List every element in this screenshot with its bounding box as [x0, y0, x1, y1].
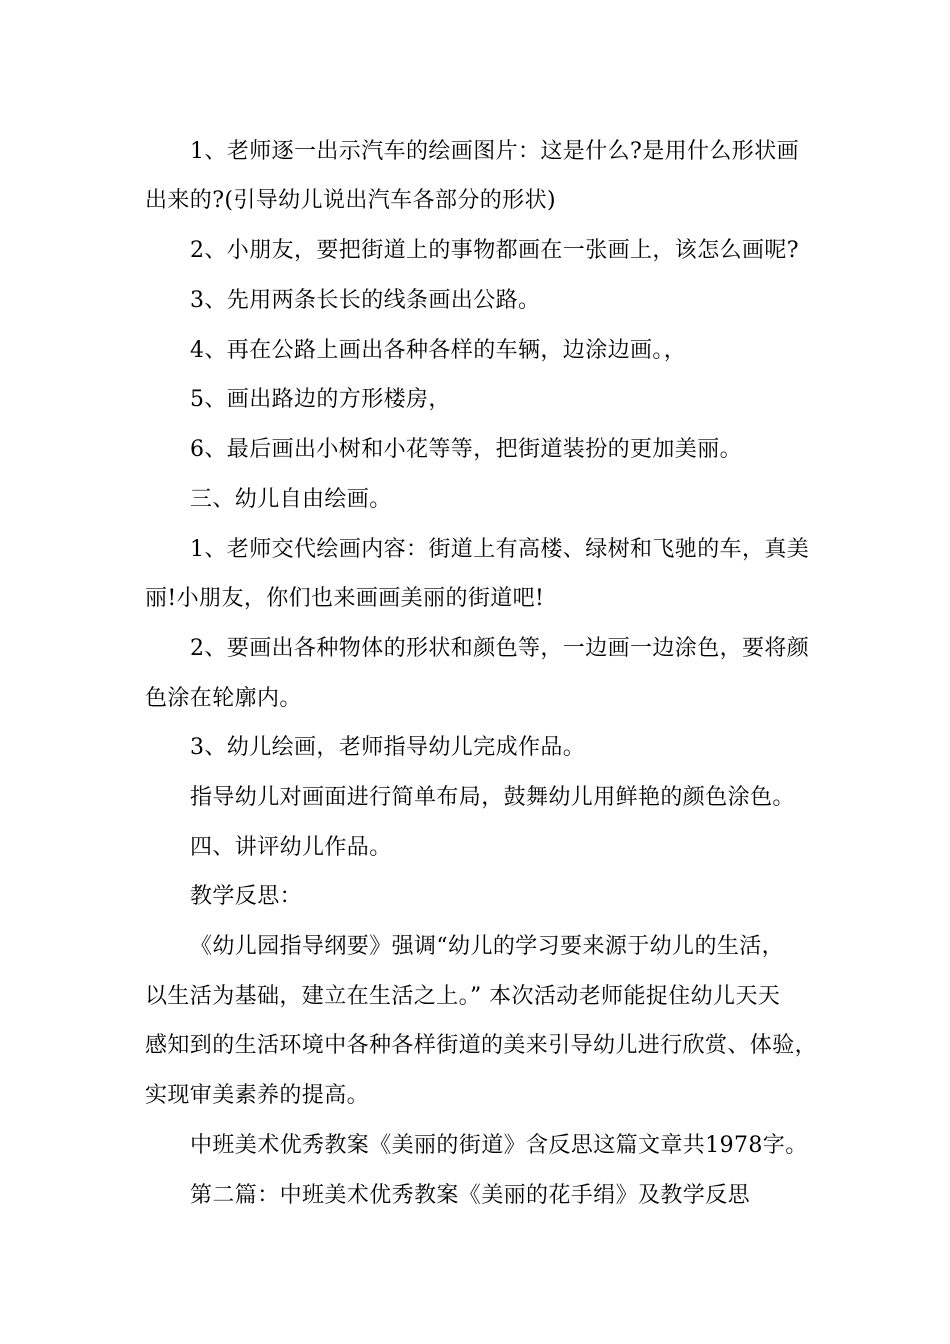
paragraph-line: 以生活为基础，建立在生活之上。” 本次活动老师能捉住幼儿天天	[145, 984, 781, 1009]
paragraph-line: 色涂在轮廓内。	[145, 686, 302, 711]
paragraph-line: 1、老师逐一出示汽车的绘画图片：这是什么?是用什么形状画	[190, 139, 799, 164]
paragraph-line: 感知到的生活环境中各种各样街道的美来引导幼儿进行欣赏、体验，	[145, 1033, 818, 1058]
paragraph-line: 丽!小朋友，你们也来画画美丽的街道吧!	[145, 586, 545, 611]
paragraph-line: 6、最后画出小树和小花等等，把街道装扮的更加美丽。	[190, 437, 742, 462]
section-heading: 四、讲评幼儿作品。	[190, 835, 392, 860]
paragraph-line: 2、小朋友，要把街道上的事物都画在一张画上，该怎么画呢?	[190, 238, 799, 263]
paragraph-line: 中班美术优秀教案《美丽的街道》含反思这篇文章共1978字。	[190, 1133, 808, 1158]
paragraph-line: 3、先用两条长长的线条画出公路。	[190, 288, 541, 313]
paragraph-line: 1、老师交代绘画内容：街道上有高楼、绿树和飞驰的车，真美	[190, 537, 810, 562]
paragraph-line: 3、幼儿绘画，老师指导幼儿完成作品。	[190, 735, 586, 760]
paragraph-line: 实现审美素养的提高。	[145, 1083, 370, 1108]
paragraph-line: 《幼儿园指导纲要》强调“幼儿的学习要来源于幼儿的生活，	[190, 934, 785, 959]
section-heading: 教学反思：	[190, 884, 303, 909]
paragraph-line: 2、要画出各种物体的形状和颜色等，一边画一边涂色，要将颜	[190, 636, 810, 661]
paragraph-line: 5、画出路边的方形楼房，	[190, 387, 451, 412]
paragraph-line: 4、再在公路上画出各种各样的车辆，边涂边画。，	[190, 338, 687, 363]
paragraph-line: 第二篇：中班美术优秀教案《美丽的花手绢》及教学反思	[190, 1183, 751, 1208]
paragraph-line: 出来的?(引导幼儿说出汽车各部分的形状)	[145, 188, 556, 213]
paragraph-line: 指导幼儿对画面进行简单布局，鼓舞幼儿用鲜艳的颜色涂色。	[190, 785, 795, 810]
section-heading: 三、幼儿自由绘画。	[190, 487, 392, 512]
